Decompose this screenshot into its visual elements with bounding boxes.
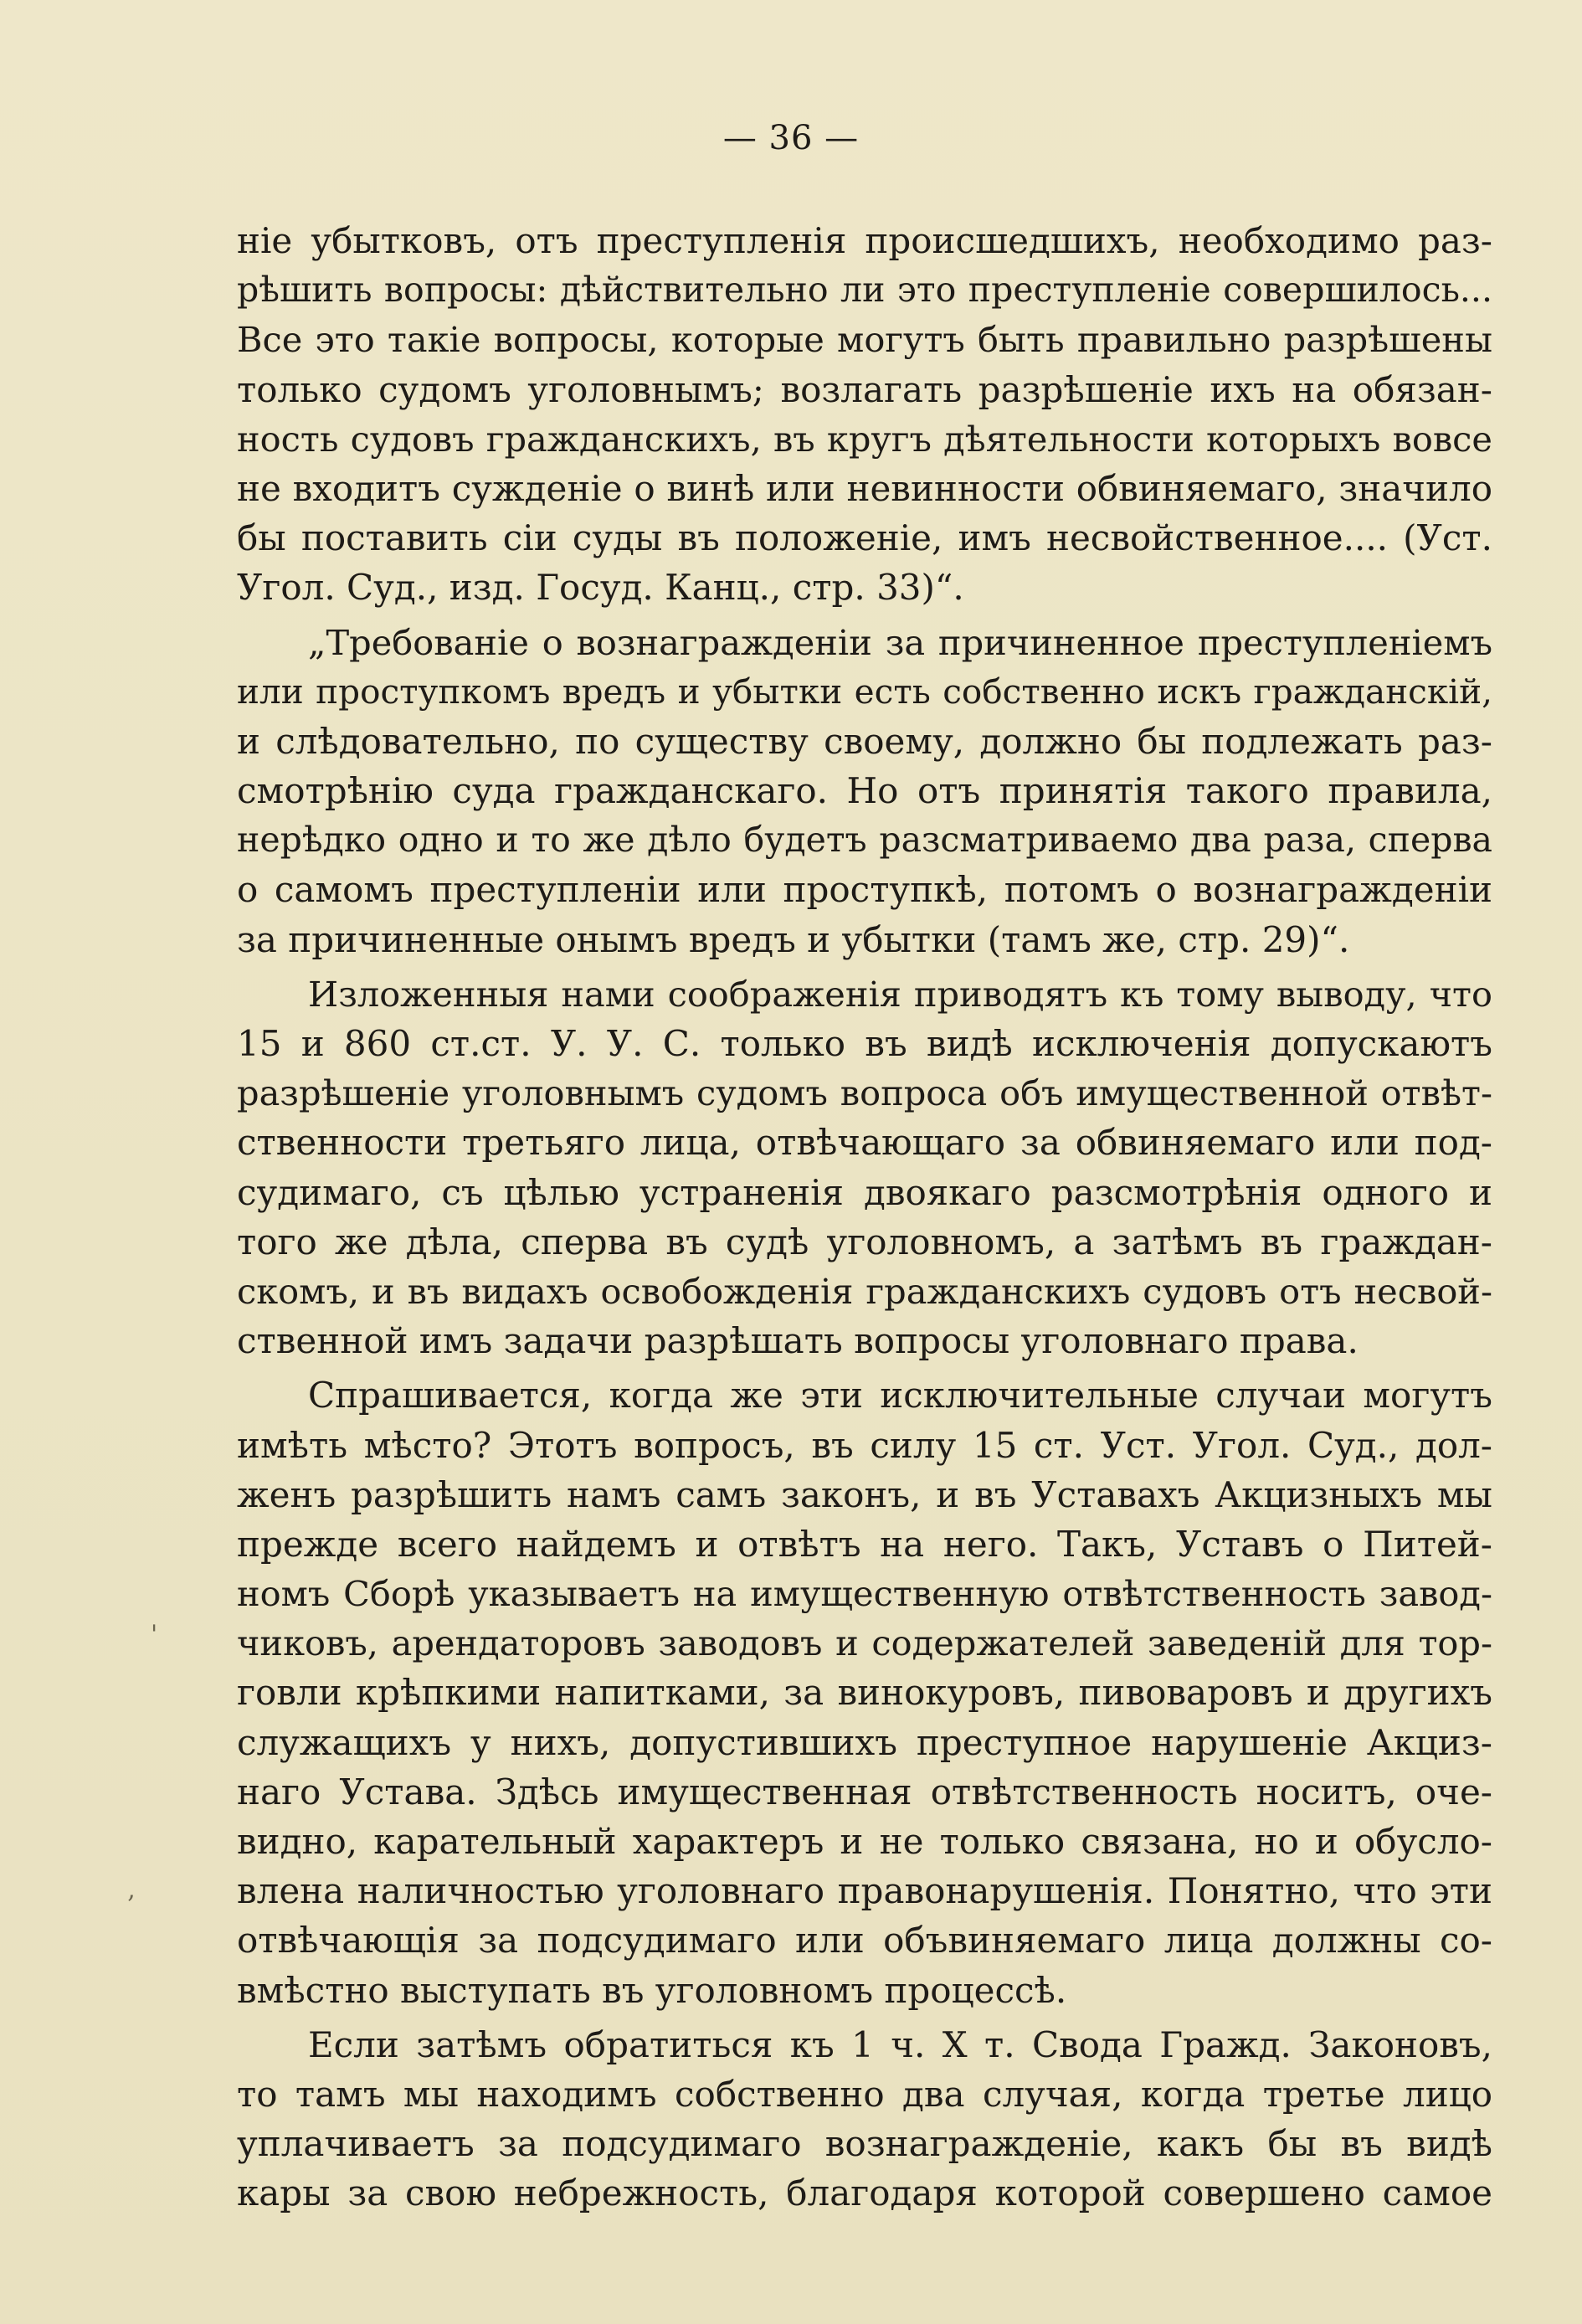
text-line: видно, карательный характеръ и не только связана, но и обусло-: [237, 1821, 1492, 1862]
text-line: или проступкомъ вредъ и убытки есть собственно искъ гражданскій,: [237, 671, 1492, 712]
text-line: Изложенныя нами соображенія приводятъ къ тому выводу, что: [308, 973, 1492, 1015]
text-line: Угол. Суд., изд. Госуд. Канц., стр. 33)“.: [237, 567, 964, 609]
margin-mark: ‚: [127, 1875, 136, 1905]
text-line: и слѣдовательно, по существу своему, должно бы подлежать раз-: [237, 720, 1492, 762]
text-line: того же дѣла, сперва въ судѣ уголовномъ, а затѣмъ въ граждан-: [237, 1221, 1492, 1262]
margin-mark: ': [151, 1620, 158, 1649]
text-line: уплачиваетъ за подсудимаго вознагражденіе, какъ бы въ видѣ: [237, 2123, 1492, 2165]
text-line: бы поставить сіи суды въ положеніе, имъ несвойственное.... (Уст.: [237, 517, 1492, 559]
text-line: о самомъ преступленіи или проступкѣ, потомъ о вознагражденіи: [237, 869, 1492, 911]
text-line: судимаго, съ цѣлью устраненія двоякаго разсмотрѣнія одного и: [237, 1171, 1492, 1213]
text-line: служащихъ у нихъ, допустившихъ преступное нарушеніе Акциз-: [237, 1721, 1492, 1763]
text-line: смотрѣнію суда гражданскаго. Но отъ принятія такого правила,: [237, 770, 1492, 812]
text-line: отвѣчающія за подсудимаго или объвиняемаго лица должны со-: [237, 1920, 1492, 1962]
text-line: вмѣстно выступать въ уголовномъ процессѣ.: [237, 1969, 1067, 2011]
text-line: „Требованіе о вознагражденіи за причиненное преступленіемъ: [308, 621, 1492, 663]
body-text: [237, 216, 1492, 2219]
text-line: нерѣдко одно и то же дѣло будетъ разсматриваемо два раза, сперва: [237, 820, 1492, 861]
text-line: ніе убытковъ, отъ преступленія происшедшихъ, необходимо раз-: [237, 220, 1492, 261]
text-line: только судомъ уголовнымъ; возлагать разрѣшеніе ихъ на обязан-: [237, 368, 1492, 410]
text-line: имѣть мѣсто? Этотъ вопросъ, въ силу 15 ст. Уст. Угол. Суд., дол-: [237, 1424, 1492, 1466]
text-line: ственной имъ задачи разрѣшать вопросы уголовнаго права.: [237, 1320, 1359, 1362]
text-line: чиковъ, арендаторовъ заводовъ и содержателей заведеній для тор-: [237, 1622, 1492, 1664]
text-line: за причиненные онымъ вредъ и убытки (тамъ же, стр. 29)“.: [237, 918, 1350, 960]
text-line: разрѣшеніе уголовнымъ судомъ вопроса объ имущественной отвѣт-: [237, 1072, 1492, 1114]
text-line: говли крѣпкими напитками, за винокуровъ, пивоваровъ и другихъ: [237, 1672, 1492, 1714]
text-line: кары за свою небрежность, благодаря которой совершено самое: [237, 2172, 1492, 2214]
page-number: — 36 —: [722, 119, 860, 157]
text-line: номъ Сборѣ указываетъ на имущественную отвѣтственность завод-: [237, 1573, 1492, 1615]
text-line: ственности третьяго лица, отвѣчающаго за обвиняемаго или под-: [237, 1122, 1492, 1164]
text-line: женъ разрѣшить намъ самъ законъ, и въ Уставахъ Акцизныхъ мы: [237, 1473, 1492, 1515]
text-line: Спрашивается, когда же эти исключительные случаи могутъ: [308, 1375, 1492, 1417]
text-line: прежде всего найдемъ и отвѣтъ на него. Такъ, Уставъ о Питей-: [237, 1523, 1492, 1565]
text-line: 15 и 860 ст.ст. У. У. С. только въ видѣ исключенія допускаютъ: [237, 1023, 1492, 1064]
text-line: Все это такіе вопросы, которые могутъ быть правильно разрѣшены: [237, 319, 1492, 361]
text-line: влена наличностью уголовнаго правонарушенія. Понятно, что эти: [237, 1870, 1492, 1912]
text-line: рѣшить вопросы: дѣйствительно ли это преступленіе совершилось...: [237, 270, 1492, 311]
text-line: Если затѣмъ обратиться къ 1 ч. X т. Свода Гражд. Законовъ,: [308, 2023, 1492, 2065]
text-line: не входитъ сужденіе о винѣ или невинности обвиняемаго, значило: [237, 467, 1492, 509]
text-line: то тамъ мы находимъ собственно два случая, когда третье лицо: [237, 2073, 1492, 2115]
text-line: ность судовъ гражданскихъ, въ кругъ дѣятельности которыхъ вовсе: [237, 418, 1492, 460]
text-line: наго Устава. Здѣсь имущественная отвѣтственность носитъ, оче-: [237, 1771, 1492, 1812]
text-line: скомъ, и въ видахъ освобожденія гражданскихъ судовъ отъ несвой-: [237, 1270, 1492, 1312]
